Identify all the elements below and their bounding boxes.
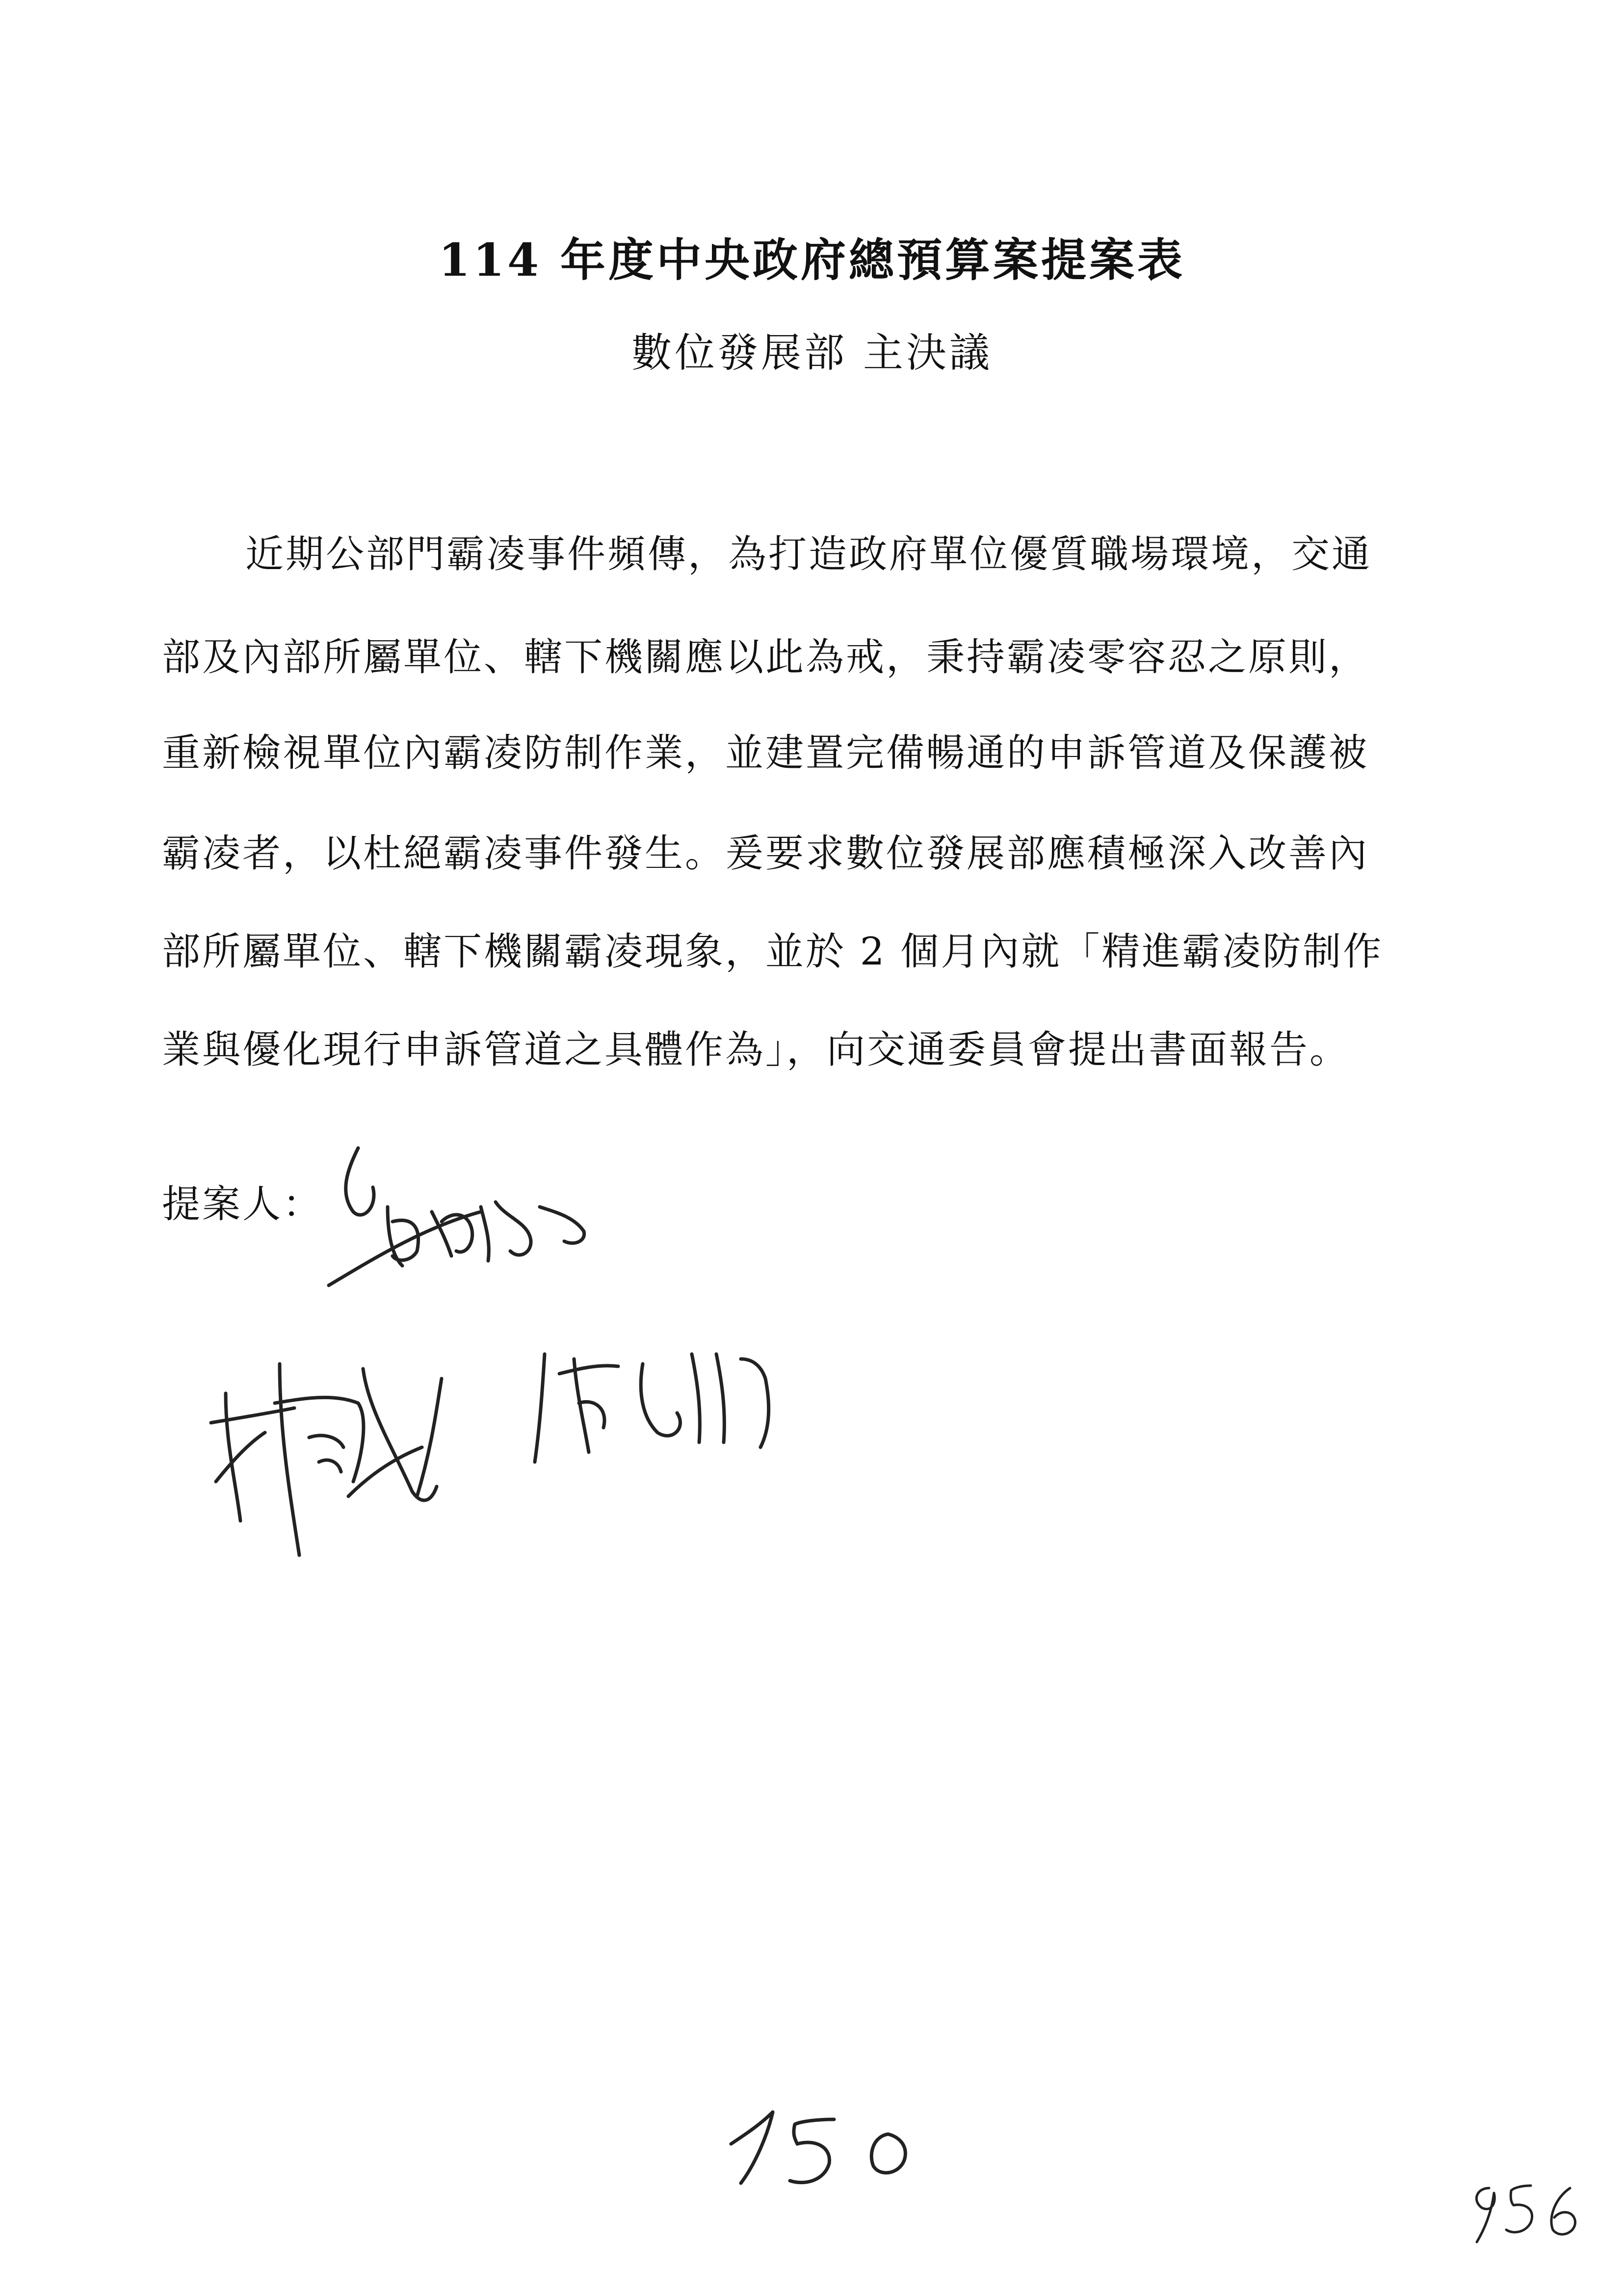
body-paragraph-line: 部及內部所屬單位、轄下機關應以此為戒，秉持霸凌零容忍之原則， <box>162 635 1369 679</box>
handwritten-signature-3 <box>530 1334 805 1482</box>
proposer-label: 提案人： <box>162 1182 323 1226</box>
handwritten-page-number-center <box>726 2100 932 2198</box>
document-title: 114 年度中央政府總預算案提案表 <box>438 234 1186 287</box>
document-subtitle: 數位發展部 主決議 <box>631 330 993 376</box>
body-paragraph-line: 業與優化現行申訴管道之具體作為」，向交通委員會提出書面報告。 <box>162 1028 1350 1072</box>
handwritten-page-number-corner <box>1467 2178 1585 2247</box>
handwritten-signature-1 <box>319 1138 613 1315</box>
body-paragraph-line: 部所屬單位、轄下機關霸凌現象，並於 2 個月內就「精進霸凌防制作 <box>162 930 1384 974</box>
body-paragraph-line: 近期公部門霸凌事件頻傳，為打造政府單位優質職場環境，交通 <box>245 532 1372 576</box>
body-paragraph-line: 重新檢視單位內霸凌防制作業，並建置完備暢通的申訴管道及保護被 <box>162 731 1369 775</box>
handwritten-signature-2 <box>206 1334 520 1570</box>
body-paragraph-line: 霸凌者，以杜絕霸凌事件發生。爰要求數位發展部應積極深入改善內 <box>162 832 1369 876</box>
